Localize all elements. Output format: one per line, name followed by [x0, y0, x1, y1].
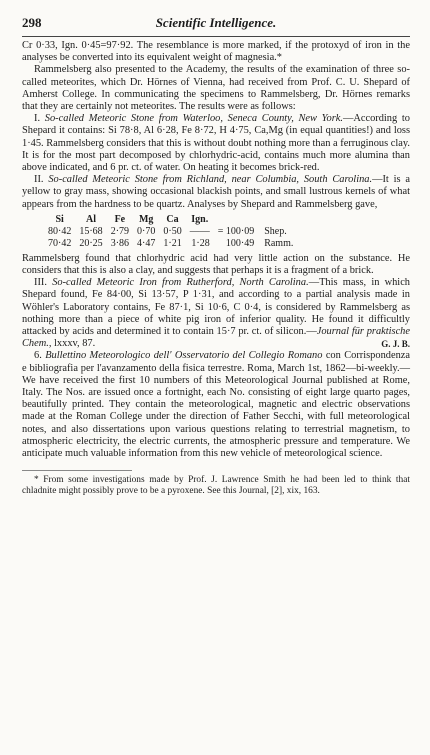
- table-cell: 0·50: [163, 225, 182, 237]
- table-row: [44, 238, 297, 250]
- journal-title: Journal für praktische Chem.,: [22, 326, 410, 350]
- footnote-rule: [22, 470, 132, 471]
- section-waterloo: [22, 113, 410, 174]
- paragraph-continuation: Cr 0·33, Ign. 0·45=97·92. The resemblance is more marked, if the protoxyd of iron in the analyses be converted into its equivalent weight of magnesia.*: [22, 40, 410, 64]
- running-title: Scientific Intelligence.: [155, 15, 277, 30]
- table-cell: 0·70: [137, 225, 156, 237]
- section-richland: [22, 174, 410, 211]
- section-text: con Corrispondenza e bibliografia per l'avanzamento della fisica terrestre. Roma, March 1st, 1862—bi-weekly.—We have received the first 10 numbers of this Meteorological Journal published at Rome, Italy. The Nos. are issued once a fortnight, each No. consisting of eight large quarto pages, beautifully printed. They contain the meteorological, magnetic and electric observations made at the Roman College under the direction of Father Secchi, with full meteorological notes, and also dissertations upon various questions relating to terrestrial magnetism, to atmospheric electricity, the electric currents, the atmospheric pressure and temperature. We anticipate much valuable information from this new vehicle of meteorological science.: [22, 350, 410, 460]
- section-text: —It is a yellow to gray mass, showing occasional blackish points, and small lustrous kernels of what appears from the hardness to be quartz. Analyses by Shepard and Rammelsberg gave,: [22, 174, 410, 210]
- table-cell: 4·47: [137, 237, 156, 249]
- section-text: —This mass, in which Shepard found, Fe 84·00, Si 13·57, P 1·31, and according to a partial analysis made in Wöhler's Laboratory contains, Fe 87·1, Si 10·6, C 0·4, is considered by Rammelsberg as nothing more than a piece of white pig iron of inferior quality. He found it difficultly attacked by acids and determined it to contain 15·7 pr. ct. of silicon.—: [22, 277, 410, 338]
- table-cell: 70·42: [48, 237, 72, 249]
- table-cell: 1·28: [191, 237, 210, 249]
- table-header: Si: [55, 213, 64, 225]
- paragraph-intro: Rammelsberg also presented to the Academy, the results of the examination of three so-called meteorites, which Dr. Hörnes of Vienna, had received from Prof. C. U. Shepard of Amherst College. In communicating the specimens to Rammelsberg, Dr. Hörnes remarks that they are certainly not meteorites. The results were as follows:: [22, 64, 410, 113]
- table-cell: 80·42: [48, 225, 72, 237]
- page-number: 298: [22, 15, 42, 30]
- section-title: So-called Meteoric Stone from Richland, near Columbia, South Carolina.: [48, 174, 373, 186]
- table-header: Ca: [166, 213, 179, 225]
- section-number: II.: [34, 174, 44, 186]
- table-cell: 3·86: [110, 237, 130, 249]
- table-header: Mg: [138, 213, 154, 225]
- section-title: So-called Meteoric Iron from Rutherford, North Carolina.: [52, 277, 309, 289]
- section-number: III.: [34, 277, 47, 289]
- table-cell: 100·49: [225, 237, 255, 249]
- table-cell: 15·68: [79, 225, 103, 237]
- table-cell: 1·21: [163, 237, 182, 249]
- table-row-label: Shep.: [264, 225, 287, 237]
- table-row-label: Ramm.: [264, 237, 294, 249]
- table-header: Ign.: [191, 213, 209, 225]
- footnote: * From some investigations made by Prof. J. Lawrence Smith he had been led to think that chladnite might possibly prove to be a pyroxene. See this Journal, [2], xix, 163.: [22, 475, 410, 497]
- section-rutherford: [22, 277, 410, 350]
- section-number: I.: [34, 113, 41, 125]
- table-header: Fe: [114, 213, 126, 225]
- section-number: 6.: [34, 350, 42, 362]
- paragraph-clay: Rammelsberg found that chlorhydric acid had very little action on the substance. He considers that this is also a clay, and suggests that perhaps it is a fragment of a brick.: [22, 252, 410, 277]
- table-header: Al: [86, 213, 97, 225]
- journal-ref: lxxxv, 87.: [51, 338, 96, 350]
- section-text: —According to Shepard it contains: Si 78·8, Al 6·28, Fe 8·72, H 4·75, Ca,Mg (in equal quantities!) and loss 1·45. Rammelsberg considers that this is without doubt nothing more than a ferruginous clay. It is for the most part decomposed by chlorhydric-acid, contains much more alumina than above indicated, and 6 pr. ct. of water. On heating it becomes brick-red.: [22, 113, 410, 174]
- section-title: So-called Meteoric Stone from Waterloo, Seneca County, New York.: [44, 113, 343, 125]
- page-header: [22, 14, 410, 37]
- table-header-row: [44, 214, 297, 226]
- table-cell: = 100·09: [217, 225, 255, 237]
- analysis-table: [44, 214, 297, 250]
- table-cell: 20·25: [79, 237, 103, 249]
- table-row: [44, 226, 297, 238]
- table-cell: ——: [189, 225, 210, 237]
- author-initials: G. J. B.: [381, 339, 410, 350]
- section-title: Bullettino Meteorologico dell' Osservatorio del Collegio Romano: [45, 350, 323, 362]
- table-cell: 2·79: [110, 225, 130, 237]
- section-bullettino: [22, 350, 410, 460]
